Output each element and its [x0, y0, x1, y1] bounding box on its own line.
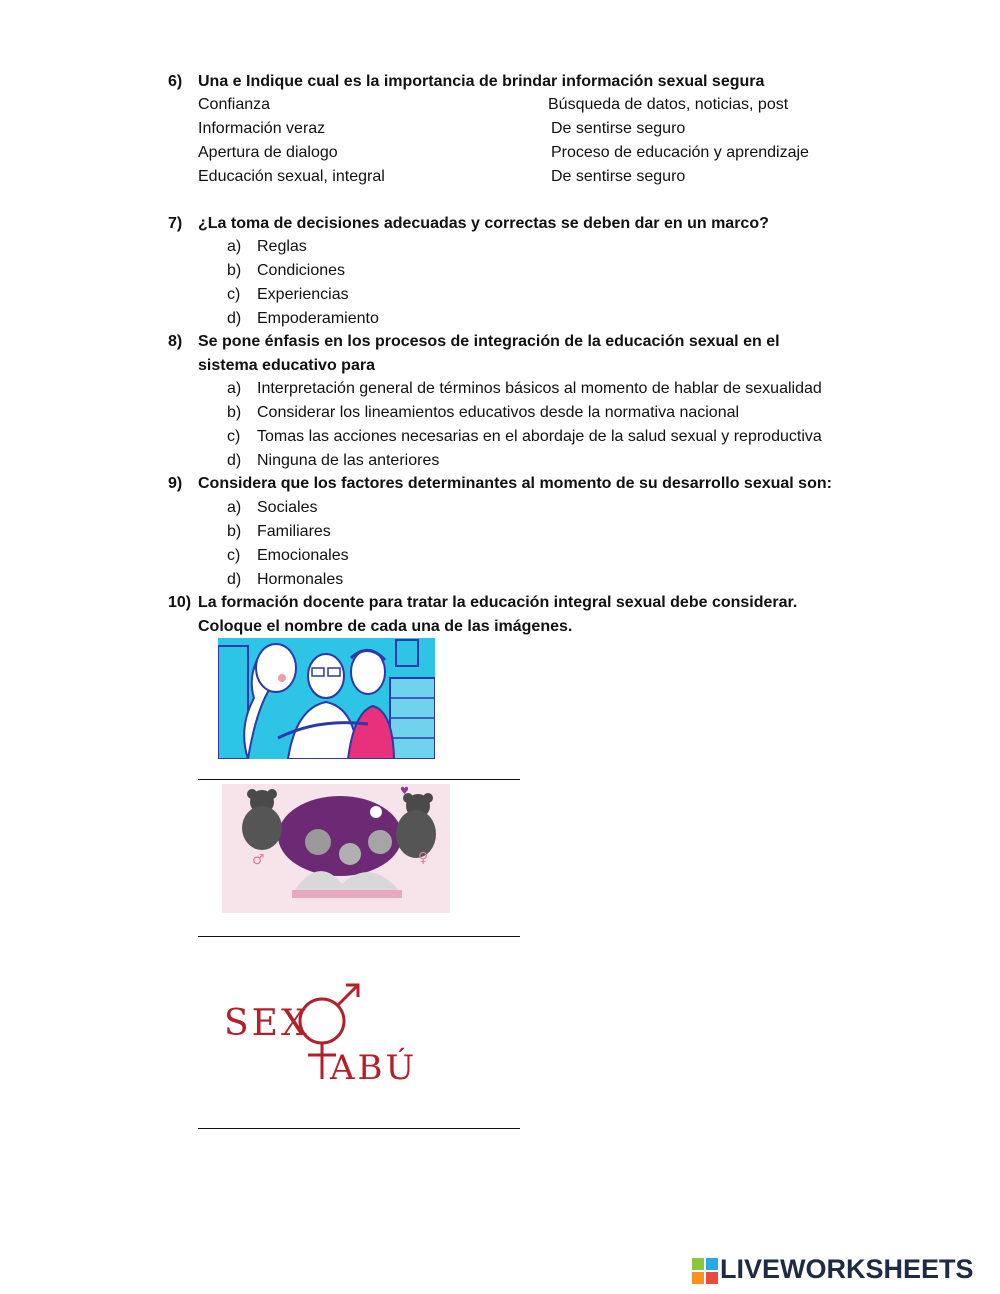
- match-right-item[interactable]: De sentirse seguro: [551, 168, 686, 185]
- option-letter: d): [227, 571, 242, 588]
- option-b[interactable]: [227, 259, 345, 283]
- question-text: ¿La toma de decisiones adecuadas y correctas se deben dar en un marco?: [198, 215, 769, 232]
- family-illustration-image: [218, 638, 435, 759]
- option-letter: c): [227, 286, 241, 303]
- option-letter: d): [227, 310, 242, 327]
- option-a[interactable]: [227, 235, 307, 259]
- option-text: Experiencias: [257, 286, 349, 303]
- option-text: Considerar los lineamientos educativos desde la normativa nacional: [257, 404, 740, 421]
- option-c[interactable]: [227, 283, 349, 307]
- liveworksheets-logo: [690, 1254, 990, 1286]
- option-a[interactable]: [227, 377, 822, 401]
- question-number: 6): [168, 73, 183, 90]
- sexo-tabu-logo-image: [222, 975, 424, 1087]
- question-text: La formación docente para tratar la educación integral sexual debe considerar. Coloque el nombre de cada una de las imágenes.: [198, 594, 798, 635]
- option-text: Ninguna de las anteriores: [257, 452, 440, 469]
- brand-name: LIVEWORKSHEETS: [720, 1254, 974, 1284]
- question-text: Una e Indique cual es la importancia de brindar información sexual segura: [198, 73, 765, 90]
- option-letter: c): [227, 547, 241, 564]
- option-text: Empoderamiento: [257, 310, 379, 327]
- match-left-item[interactable]: Información veraz: [198, 120, 326, 137]
- svg-text:♥: ♥: [400, 786, 409, 797]
- option-letter: b): [227, 404, 242, 421]
- logo-text-line1: SEX: [224, 1003, 310, 1044]
- option-text: Tomas las acciones necesarias en el abordaje de la salud sexual y reproductiva: [257, 428, 822, 445]
- option-text: Hormonales: [257, 571, 344, 588]
- question-number: 8): [168, 333, 183, 350]
- option-c[interactable]: [227, 425, 822, 449]
- option-letter: b): [227, 262, 242, 279]
- option-text: Reglas: [257, 238, 307, 255]
- liveworksheets-icon: [692, 1258, 718, 1284]
- option-text: Interpretación general de términos básicos al momento de hablar de sexualidad: [257, 380, 822, 397]
- question-number: 7): [168, 215, 183, 232]
- svg-text:♂: ♂: [252, 852, 265, 868]
- option-b[interactable]: [227, 401, 739, 425]
- option-a[interactable]: [227, 496, 317, 520]
- option-letter: a): [227, 499, 242, 516]
- answer-line-1[interactable]: [198, 779, 520, 780]
- option-d[interactable]: [227, 568, 343, 592]
- match-right-item[interactable]: Proceso de educación y aprendizaje: [551, 144, 809, 161]
- option-text: Emocionales: [257, 547, 349, 564]
- question-number: 10): [168, 594, 192, 611]
- family-photo-image: [222, 784, 450, 913]
- answer-line-2[interactable]: [198, 936, 520, 937]
- match-right-item[interactable]: Búsqueda de datos, noticias, post: [548, 96, 789, 113]
- option-text: Sociales: [257, 499, 318, 516]
- match-right-item[interactable]: De sentirse seguro: [551, 120, 686, 137]
- match-left-item[interactable]: Educación sexual, integral: [198, 168, 385, 185]
- option-letter: d): [227, 452, 242, 469]
- option-d[interactable]: [227, 449, 439, 473]
- answer-line-3[interactable]: [198, 1128, 520, 1129]
- option-letter: c): [227, 428, 241, 445]
- option-b[interactable]: [227, 520, 331, 544]
- logo-text-line2: ABÚ: [330, 1048, 418, 1087]
- question-text: Se pone énfasis en los procesos de integración de la educación sexual en el sistema educativo para: [198, 333, 780, 374]
- svg-text:♀: ♀: [418, 850, 429, 866]
- option-letter: a): [227, 380, 242, 397]
- question-number: 9): [168, 475, 183, 492]
- option-d[interactable]: [227, 307, 379, 331]
- match-left-item[interactable]: Confianza: [198, 96, 271, 113]
- option-text: Familiares: [257, 523, 331, 540]
- match-left-item[interactable]: Apertura de dialogo: [198, 144, 338, 161]
- option-c[interactable]: [227, 544, 349, 568]
- option-letter: b): [227, 523, 242, 540]
- question-text: Considera que los factores determinantes al momento de su desarrollo sexual son:: [198, 475, 832, 492]
- option-text: Condiciones: [257, 262, 346, 279]
- option-letter: a): [227, 238, 242, 255]
